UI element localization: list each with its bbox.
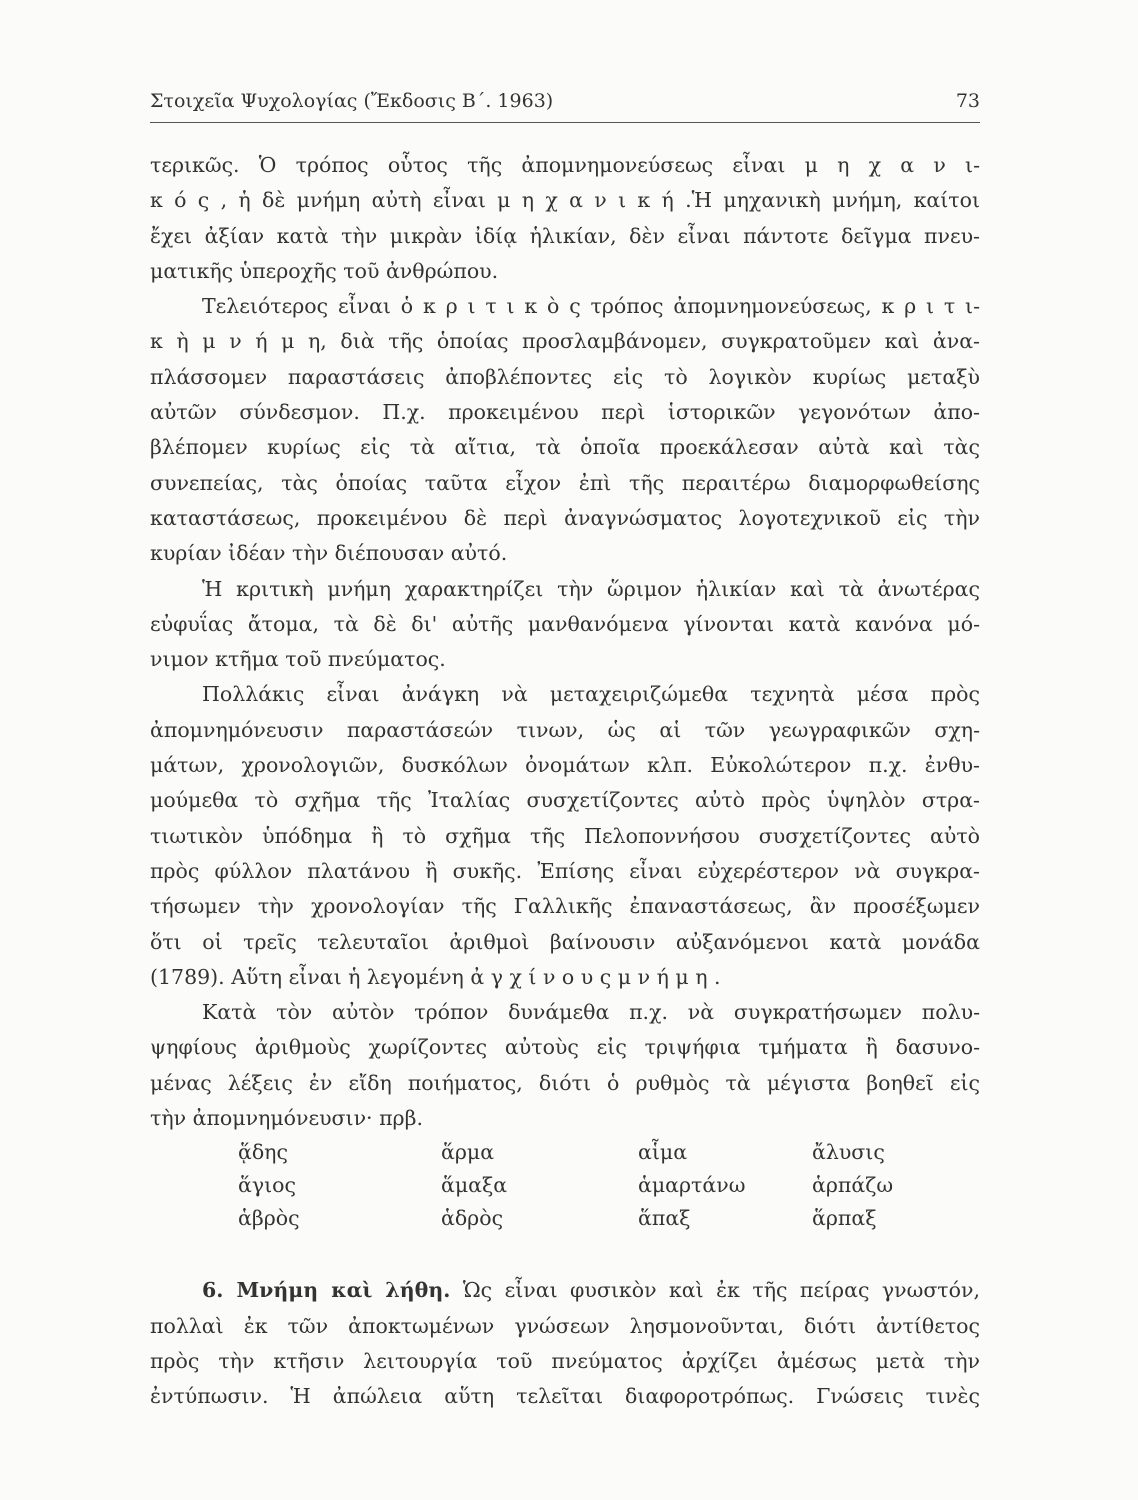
text-line: μάτων, χρονολογιῶν, δυσκόλων ὀνομάτων κλπ. Εὐκολώτερον π.χ. ἐνθυ- <box>150 753 980 778</box>
text-line: τὴν ἀπομνημόνευσιν· πρβ. <box>150 1106 423 1131</box>
text-line: ἐντύπωσιν. Ἡ ἀπώλεια αὕτη τελεῖται διαφοροτρόπως. Γνώσεις τινὲς <box>150 1384 980 1409</box>
paragraph-5 <box>150 995 980 1136</box>
word-list-item: ἁμαρτάνω <box>638 1173 746 1198</box>
text-line: αὐτῶν σύνδεσμον. Π.χ. προκειμένου περὶ ἱστορικῶν γεγονότων ἀπο- <box>150 400 980 425</box>
header-title: Στοιχεῖα Ψυχολογίας (Ἔκδοσις Β΄. 1963) <box>150 90 554 112</box>
text-line: μούμεθα τὸ σχῆμα τῆς Ἰταλίας συσχετίζοντες αὐτὸ πρὸς ὑψηλὸν στρα- <box>150 788 980 813</box>
section-heading: 6. Μνήμη καὶ λήθη. <box>202 1278 451 1303</box>
text-line: Πολλάκις εἶναι ἀνάγκη νὰ μεταχειριζώμεθα τεχνητὰ μέσα πρὸς <box>202 682 980 707</box>
word-list-item: ἁδρὸς <box>441 1206 504 1231</box>
text-line: πρὸς φύλλον πλατάνου ἢ συκῆς. Ἐπίσης εἶναι εὐχερέστερον νὰ συγκρα- <box>150 858 980 883</box>
text-line: βλέπομεν κυρίως εἰς τὰ αἴτια, τὰ ὁποῖα προεκάλεσαν αὐτὰ καὶ τὰς <box>150 435 980 460</box>
text-line: εὐφυΐας ἄτομα, τὰ δὲ δι' αὐτῆς μανθανόμενα γίνονται κατὰ κανόνα μό- <box>150 611 980 636</box>
text-line: τήσωμεν τὴν χρονολογίαν τῆς Γαλλικῆς ἐπαναστάσεως, ἂν προσέξωμεν <box>150 894 980 919</box>
word-list-item: ἅρπαξ <box>812 1206 877 1231</box>
text-line: ματικῆς ὑπεροχῆς τοῦ ἀνθρώπου. <box>150 258 499 283</box>
word-list-item: ἄλυσις <box>812 1140 885 1165</box>
text-line: ἀπομνημόνευσιν παραστάσεών τινων, ὡς αἱ τῶν γεωγραφικῶν σχη- <box>150 717 980 742</box>
text-line: ἔχει ἀξίαν κατὰ τὴν μικρὰν ἰδίᾳ ἡλικίαν, δὲν εἶναι πάντοτε δεῖγμα πνευ- <box>150 223 980 248</box>
text-line: μένας λέξεις ἐν εἴδη ποιήματος, διότι ὁ ρυθμὸς τὰ μέγιστα βοηθεῖ εἰς <box>150 1070 980 1095</box>
page-number: 73 <box>955 90 980 112</box>
text-line: πολλαὶ ἐκ τῶν ἀποκτωμένων γνώσεων λησμονοῦνται, διότι ἀντίθετος <box>150 1313 980 1338</box>
running-header <box>150 86 980 123</box>
word-list-item: ἅμαξα <box>441 1173 508 1198</box>
word-list-item: ἅρμα <box>441 1140 495 1165</box>
body-text <box>150 148 980 1415</box>
text-line: Κατὰ τὸν αὐτὸν τρόπον δυνάμεθα π.χ. νὰ συγκρατήσωμεν πολυ- <box>202 1000 980 1025</box>
section-first-line: Ὡς εἶναι φυσικὸν καὶ ἐκ τῆς πείρας γνωστόν, <box>462 1278 980 1303</box>
text-line: ψηφίους ἀριθμοὺς χωρίζοντες αὐτοὺς εἰς τριψήφια τμήματα ἢ δασυνο- <box>150 1035 980 1060</box>
word-list-item: ἅγιος <box>238 1173 296 1198</box>
text-line: Ἡ κριτικὴ μνήμη χαρακτηρίζει τὴν ὥριμον ἡλικίαν καὶ τὰ ἀνωτέρας <box>202 576 980 601</box>
paragraph-2 <box>150 289 980 571</box>
word-list-item: αἷμα <box>638 1140 688 1165</box>
text-line: καταστάσεως, προκειμένου δὲ περὶ ἀναγνώσματος λογοτεχνικοῦ εἰς τὴν <box>150 505 980 530</box>
text-line: κ ὴ μ ν ή μ η, διὰ τῆς ὁποίας προσλαμβάνομεν, συγκρατοῦμεν καὶ ἀνα- <box>150 329 980 354</box>
text-line: πρὸς τὴν κτῆσιν λειτουργία τοῦ πνεύματος ἀρχίζει ἀμέσως μετὰ τὴν <box>150 1348 980 1373</box>
word-list-item: ἅπαξ <box>638 1206 691 1231</box>
text-line: Τελειότερος εἶναι ὁ κ ρ ι τ ι κ ὸ ς τρόπος ἀπομνημονεύσεως, κ ρ ι τ ι- <box>202 294 980 319</box>
text-line: πλάσσομεν παραστάσεις ἀποβλέποντες εἰς τὸ λογικὸν κυρίως μεταξὺ <box>150 364 980 389</box>
text-line: κυρίαν ἰδέαν τὴν διέπουσαν αὐτό. <box>150 541 508 566</box>
section-6 <box>150 1273 980 1414</box>
word-list-item: ἁρπάζω <box>812 1173 894 1198</box>
word-list <box>150 1136 980 1235</box>
text-line: συνεπείας, τὰς ὁποίας ταῦτα εἶχον ἐπὶ τῆς περαιτέρω διαμορφωθείσης <box>150 470 980 495</box>
paragraph-4 <box>150 677 980 995</box>
text-line: τερικῶς. Ὁ τρόπος οὗτος τῆς ἀπομνημονεύσεως εἶναι μ η χ α ν ι- <box>150 153 980 177</box>
text-line: τιωτικὸν ὑπόδημα ἢ τὸ σχῆμα τῆς Πελοποννήσου συσχετίζοντες αὐτὸ <box>150 823 980 848</box>
word-list-item: ᾅδης <box>238 1140 288 1165</box>
text-line: ὅτι οἱ τρεῖς τελευταῖοι ἀριθμοὶ βαίνουσιν αὐξανόμενοι κατὰ μονάδα <box>150 929 980 954</box>
word-list-item: ἁβρὸς <box>238 1206 300 1231</box>
paragraph-1 <box>150 148 980 289</box>
text-line: κ ό ς , ἡ δὲ μνήμη αὐτὴ εἶναι μ η χ α ν ι κ ή .Ἡ μηχανικὴ μνήμη, καίτοι <box>150 188 980 213</box>
text-line: (1789). Αὕτη εἶναι ἡ λεγομένη ἀ γ χ ί ν ο υ ς μ ν ή μ η . <box>150 964 721 989</box>
text-line: νιμον κτῆμα τοῦ πνεύματος. <box>150 647 446 672</box>
text-line <box>150 1273 980 1308</box>
paragraph-3 <box>150 572 980 678</box>
